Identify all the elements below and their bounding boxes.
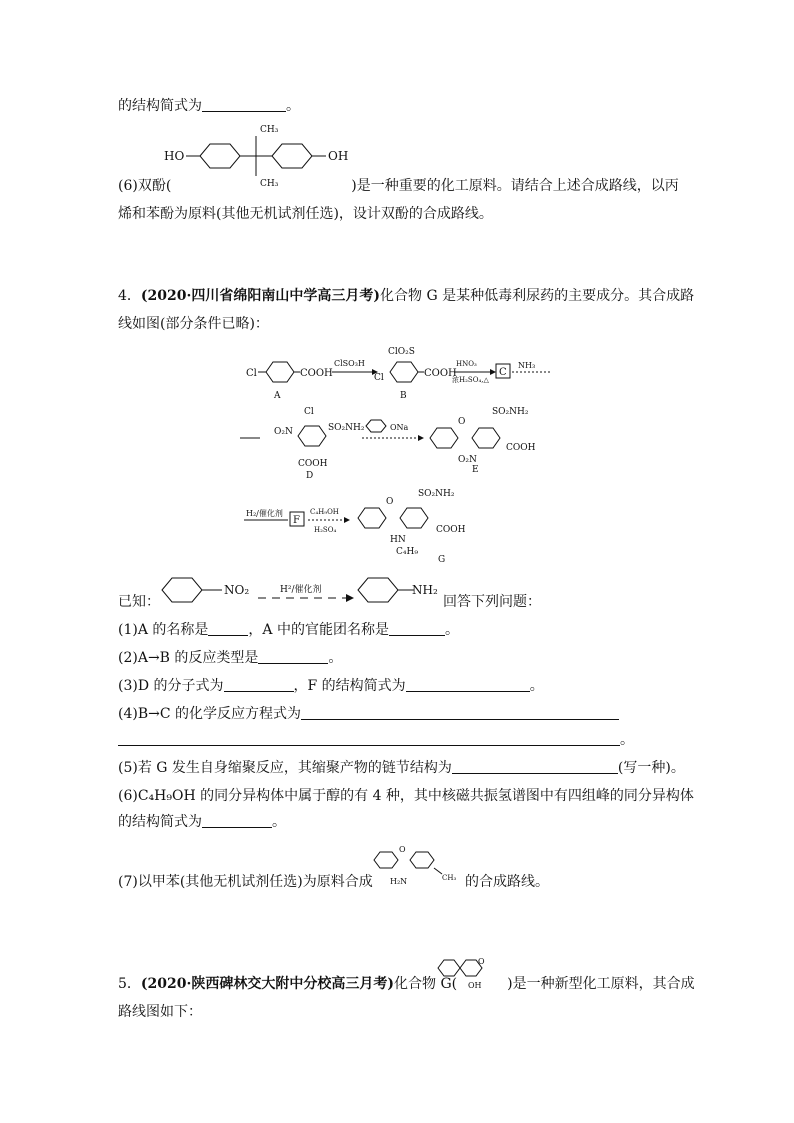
bpa-ch3-bottom: CH₃ <box>260 179 279 189</box>
q3-line1-end: 。 <box>286 98 300 114</box>
answer-blank <box>202 813 272 828</box>
q4-4-end: 。 <box>620 732 634 748</box>
answer-blank <box>208 621 248 636</box>
label-a: A <box>274 391 281 401</box>
q3-line1-text: 的结构简式为 <box>118 98 202 114</box>
q4-sub-2 <box>118 648 342 668</box>
answer-blank <box>118 731 620 746</box>
q4-6-a: (6)C₄H₉OH 的同分异构体中属于醇的有 4 种，其中核磁共振氢谱图中有四组峰的同分异构体 <box>118 788 694 804</box>
known-no2: NO₂ <box>224 583 250 597</box>
q4-sub-4 <box>118 704 619 724</box>
q4-3-a: (3)D 的分子式为 <box>118 678 224 694</box>
d-so2nh2: SO₂NH₂ <box>328 423 365 433</box>
e-o2n: O₂N <box>458 455 477 465</box>
g-hn: HN <box>390 535 406 545</box>
reagent-nh3: NH₃ <box>518 361 536 370</box>
reagent-clso3h: ClSO₃H <box>334 359 365 368</box>
q4-stem-text: 化合物 G 是某种低毒利尿药的主要成分。其合成路 <box>380 288 695 304</box>
bpa-oh-label: OH <box>328 149 349 163</box>
scheme-row-2 <box>240 404 560 484</box>
q4-5-end: (写一种)。 <box>617 760 685 776</box>
reagent-hno3: HNO₃ <box>456 360 477 368</box>
q4-source: (2020·四川省绵阳南山中学高三月考) <box>140 288 381 304</box>
label-g: G <box>438 555 446 565</box>
q7-h2n: H₂N <box>390 877 408 886</box>
q4-sub-5 <box>118 758 685 778</box>
q4-6-b: 的结构简式为 <box>118 814 202 830</box>
q4-2-end: 。 <box>328 650 343 666</box>
b-clo2s: ClO₂S <box>388 347 415 357</box>
q4-3-end: 。 <box>529 678 544 694</box>
e-o: O <box>458 417 466 427</box>
q3-line2-end: )是一种重要的化工原料。请结合上述合成路线，以丙 <box>351 178 679 194</box>
q4-6-end: 。 <box>272 814 286 830</box>
answer-blank <box>258 649 328 664</box>
q3-line-structure <box>118 96 300 116</box>
q5-stem-2 <box>118 1002 202 1022</box>
known-nh2: NH₂ <box>412 583 438 597</box>
box-c: C <box>499 367 507 378</box>
q4-3-b: ，F 的结构简式为 <box>293 678 406 694</box>
bpa-ch3-top: CH₃ <box>260 125 279 135</box>
q5-stem-a: 化合物 G( <box>394 976 458 992</box>
e-so2nh2: SO₂NH₂ <box>492 407 529 417</box>
b-cl: Cl <box>374 373 384 383</box>
answer-blank <box>389 621 445 636</box>
bpa-ho-label: HO <box>164 149 185 163</box>
q5-source: (2020·陕西碑林交大附中分校高三月考) <box>140 976 395 992</box>
q7-target-structure <box>368 840 464 890</box>
reagent-h2-catalyst: H₂/催化剂 <box>246 509 283 518</box>
scheme-row-3 <box>240 486 520 566</box>
q4-1-b: ，A 中的官能团名称是 <box>248 622 389 638</box>
known-line <box>118 592 160 612</box>
q4-sub-3 <box>118 676 544 696</box>
answer-blank <box>406 677 530 692</box>
q5-stem <box>118 974 695 994</box>
d-cooh: COOH <box>298 459 328 469</box>
q3-line-6 <box>118 176 679 196</box>
reagent-h2so4-2: H₂SO₄ <box>314 526 337 534</box>
q5-number: 5． <box>118 976 141 992</box>
q3-line3-text: 烯和苯酚为原料(其他无机试剂任选)，设计双酚的合成路线。 <box>118 206 493 222</box>
label-d: D <box>306 471 314 481</box>
answer-blank <box>301 705 619 720</box>
label-e: E <box>472 465 479 475</box>
known-reaction <box>158 572 438 616</box>
a-cooh: COOH <box>300 368 333 379</box>
q4-sub-6-cont <box>118 812 286 832</box>
q4-sub-6 <box>118 786 694 806</box>
q4-stem-2 <box>118 314 269 334</box>
known-suffix-line <box>443 592 541 612</box>
a-cl: Cl <box>246 368 257 379</box>
q3-line-7 <box>118 204 493 224</box>
q4-sub-4-cont <box>118 730 634 750</box>
reagent-ona: ONa <box>390 423 409 432</box>
q4-7-a: (7)以甲苯(其他无机试剂任选)为原料合成 <box>118 874 373 890</box>
q4-sub-1 <box>118 620 459 640</box>
q5-stem-b: )是一种新型化工原料，其合成 <box>507 976 695 992</box>
g-o: O <box>386 497 394 507</box>
q3-line2-start: (6)双酚( <box>118 178 172 194</box>
reagent-h2so4: 浓H₂SO₄,△ <box>452 376 489 384</box>
answer-blank <box>224 677 294 692</box>
g-c4h9: C₄H₉ <box>396 547 418 557</box>
label-b: B <box>400 391 407 401</box>
reagent-c4h9oh: C₄H₉OH <box>310 508 339 516</box>
answer-blank <box>452 759 618 774</box>
known-suffix: 回答下列问题： <box>443 594 541 610</box>
q4-4-a: (4)B→C 的化学反应方程式为 <box>118 706 302 722</box>
q4-sub-7-end <box>465 872 549 892</box>
q4-sub-7 <box>118 872 373 892</box>
answer-blank <box>202 97 286 112</box>
box-f: F <box>293 515 300 526</box>
q4-stem2-text: 线如图(部分条件已略)： <box>118 316 269 332</box>
q4-stem <box>118 286 694 306</box>
q4-1-a: (1)A 的名称是 <box>118 622 209 638</box>
coumarin-structure <box>434 950 490 994</box>
q4-1-end: 。 <box>444 622 459 638</box>
q4-2-a: (2)A→B 的反应类型是 <box>118 650 259 666</box>
d-cl: Cl <box>304 407 314 417</box>
coumarin-o: O <box>478 957 485 966</box>
g-cooh: COOH <box>436 525 466 535</box>
known-prefix: 已知： <box>118 594 160 610</box>
q5-stem2-text: 路线图如下： <box>118 1004 202 1020</box>
q4-5-a: (5)若 G 发生自身缩聚反应，其缩聚产物的链节结构为 <box>118 760 452 776</box>
q4-number: 4． <box>118 288 141 304</box>
q7-ch3: CH₃ <box>442 874 457 882</box>
e-cooh: COOH <box>506 443 536 453</box>
scheme-row-1 <box>240 344 560 404</box>
d-o2n: O₂N <box>274 427 293 437</box>
coumarin-oh: OH <box>468 981 482 990</box>
q4-7-end: 的合成路线。 <box>465 874 549 890</box>
known-reagent: H²/催化剂 <box>280 585 322 595</box>
b-cooh: COOH <box>424 368 457 379</box>
q7-o: O <box>399 845 406 854</box>
g-so2nh2: SO₂NH₂ <box>418 489 455 499</box>
